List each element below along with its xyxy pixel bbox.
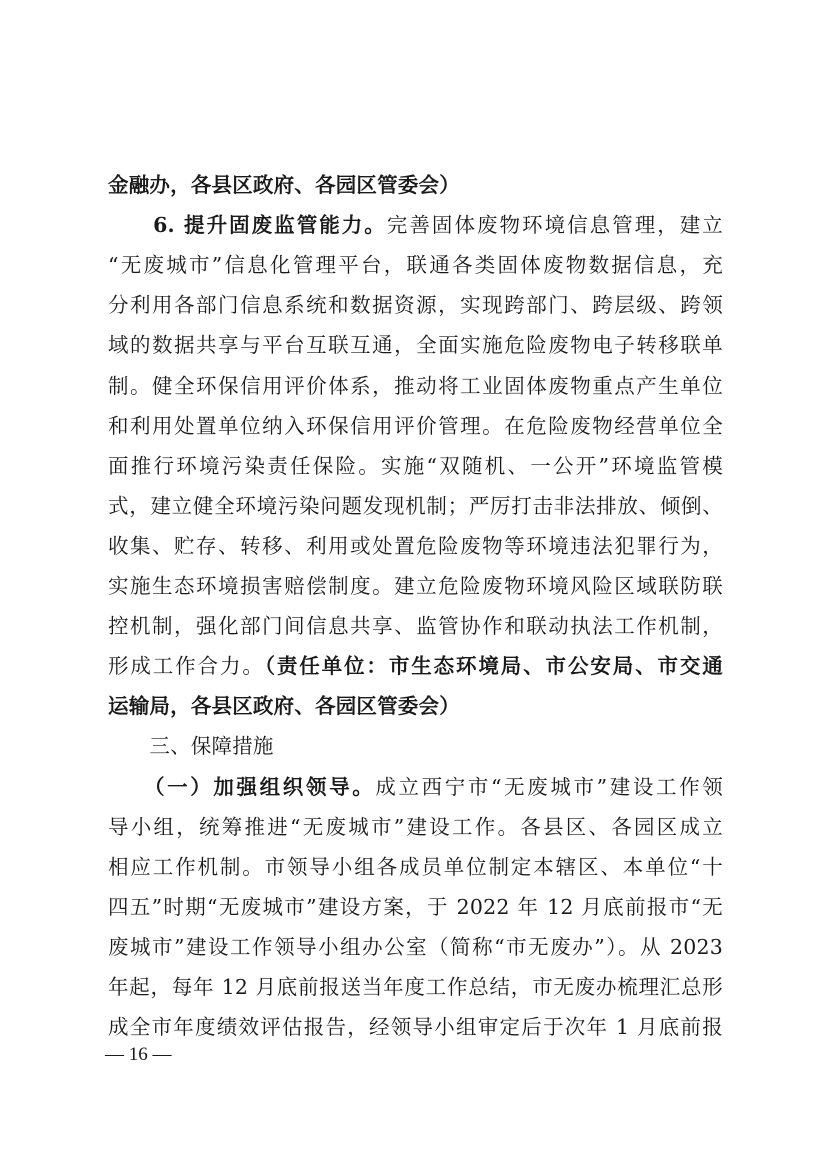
text-segment: 成全市年度绩效评估报告，经领导小组审定后于次年 1 月底前报 (108, 1015, 723, 1040)
text-line (108, 609, 723, 643)
bold-text-segment: 6. 提升固废监管能力。 (108, 213, 387, 238)
text-line (108, 810, 723, 844)
text-line (108, 930, 723, 964)
text-line (108, 168, 723, 202)
text-segment: 实施生态环境损害赔偿制度。建立危险废物环境风险区域联防联 (108, 574, 723, 598)
text-line (108, 328, 723, 362)
bold-text-segment: 运输局，各县区政府、各园区管委会） (108, 694, 460, 719)
text-segment: 域的数据共享与平台互联互通，全面实施危险废物电子转移联单 (108, 333, 723, 358)
text-segment: 四五”时期“无废城市”建设方案，于 2022 年 12 月底前报市“无 (108, 894, 723, 919)
text-segment: 式，建立健全环境污染问题发现机制；严厉打击非法排放、倾倒、 (108, 493, 723, 518)
text-line (108, 970, 723, 1004)
text-line (108, 770, 723, 804)
text-segment: 年起，每年 12 月底前报送当年度工作总结，市无废办梳理汇总形 (108, 975, 723, 999)
text-segment: 成立西宁市“无废城市”建设工作领 (375, 774, 723, 799)
text-line (108, 409, 723, 443)
text-line (108, 369, 723, 403)
text-line (108, 729, 723, 763)
text-segment: 收集、贮存、转移、利用或处置危险废物等环境违法犯罪行为， (108, 533, 723, 558)
text-line (108, 890, 723, 924)
text-segment: 分利用各部门信息系统和数据资源，实现跨部门、跨层级、跨领 (108, 293, 723, 318)
page-number: — 16 — (105, 1044, 172, 1065)
text-segment: 和利用处置单位纳入环保信用评价管理。在危险废物经营单位全 (108, 413, 723, 438)
text-line (108, 248, 723, 282)
text-line (108, 208, 723, 242)
text-segment: 面推行环境污染责任保险。实施“双随机、一公开”环境监管模 (108, 453, 723, 478)
text-line (108, 288, 723, 322)
text-line (108, 649, 723, 683)
text-line (108, 489, 723, 523)
text-line (108, 529, 723, 563)
text-segment: 导小组，统筹推进“无废城市”建设工作。各县区、各园区成立 (108, 814, 723, 839)
text-segment: 废城市”建设工作领导小组办公室（简称“市无废办”）。从 2023 (108, 934, 723, 959)
text-segment: 完善固体废物环境信息管理，建立 (386, 213, 724, 238)
text-line (108, 569, 723, 603)
text-segment: 控机制，强化部门间信息共享、监管协作和联动执法工作机制， (108, 614, 723, 639)
text-line (108, 689, 723, 723)
bold-text-segment: （责任单位：市生态环境局、市公安局、市交通 (264, 654, 723, 679)
bold-text-segment: （一）加强组织领导。 (108, 774, 376, 799)
text-segment: 制。健全环保信用评价体系，推动将工业固体废物重点产生单位 (108, 373, 723, 398)
bold-text-segment: 金融办，各县区政府、各园区管委会） (108, 173, 460, 197)
text-segment: 相应工作机制。市领导小组各成员单位制定本辖区、本单位“十 (108, 854, 723, 879)
text-line (108, 1010, 723, 1044)
text-line (108, 449, 723, 483)
text-segment: 三、保障措施 (108, 734, 274, 759)
text-line (108, 850, 723, 884)
text-segment: 形成工作合力。 (108, 654, 265, 679)
text-segment: “无废城市”信息化管理平台，联通各类固体废物数据信息，充 (108, 253, 723, 278)
